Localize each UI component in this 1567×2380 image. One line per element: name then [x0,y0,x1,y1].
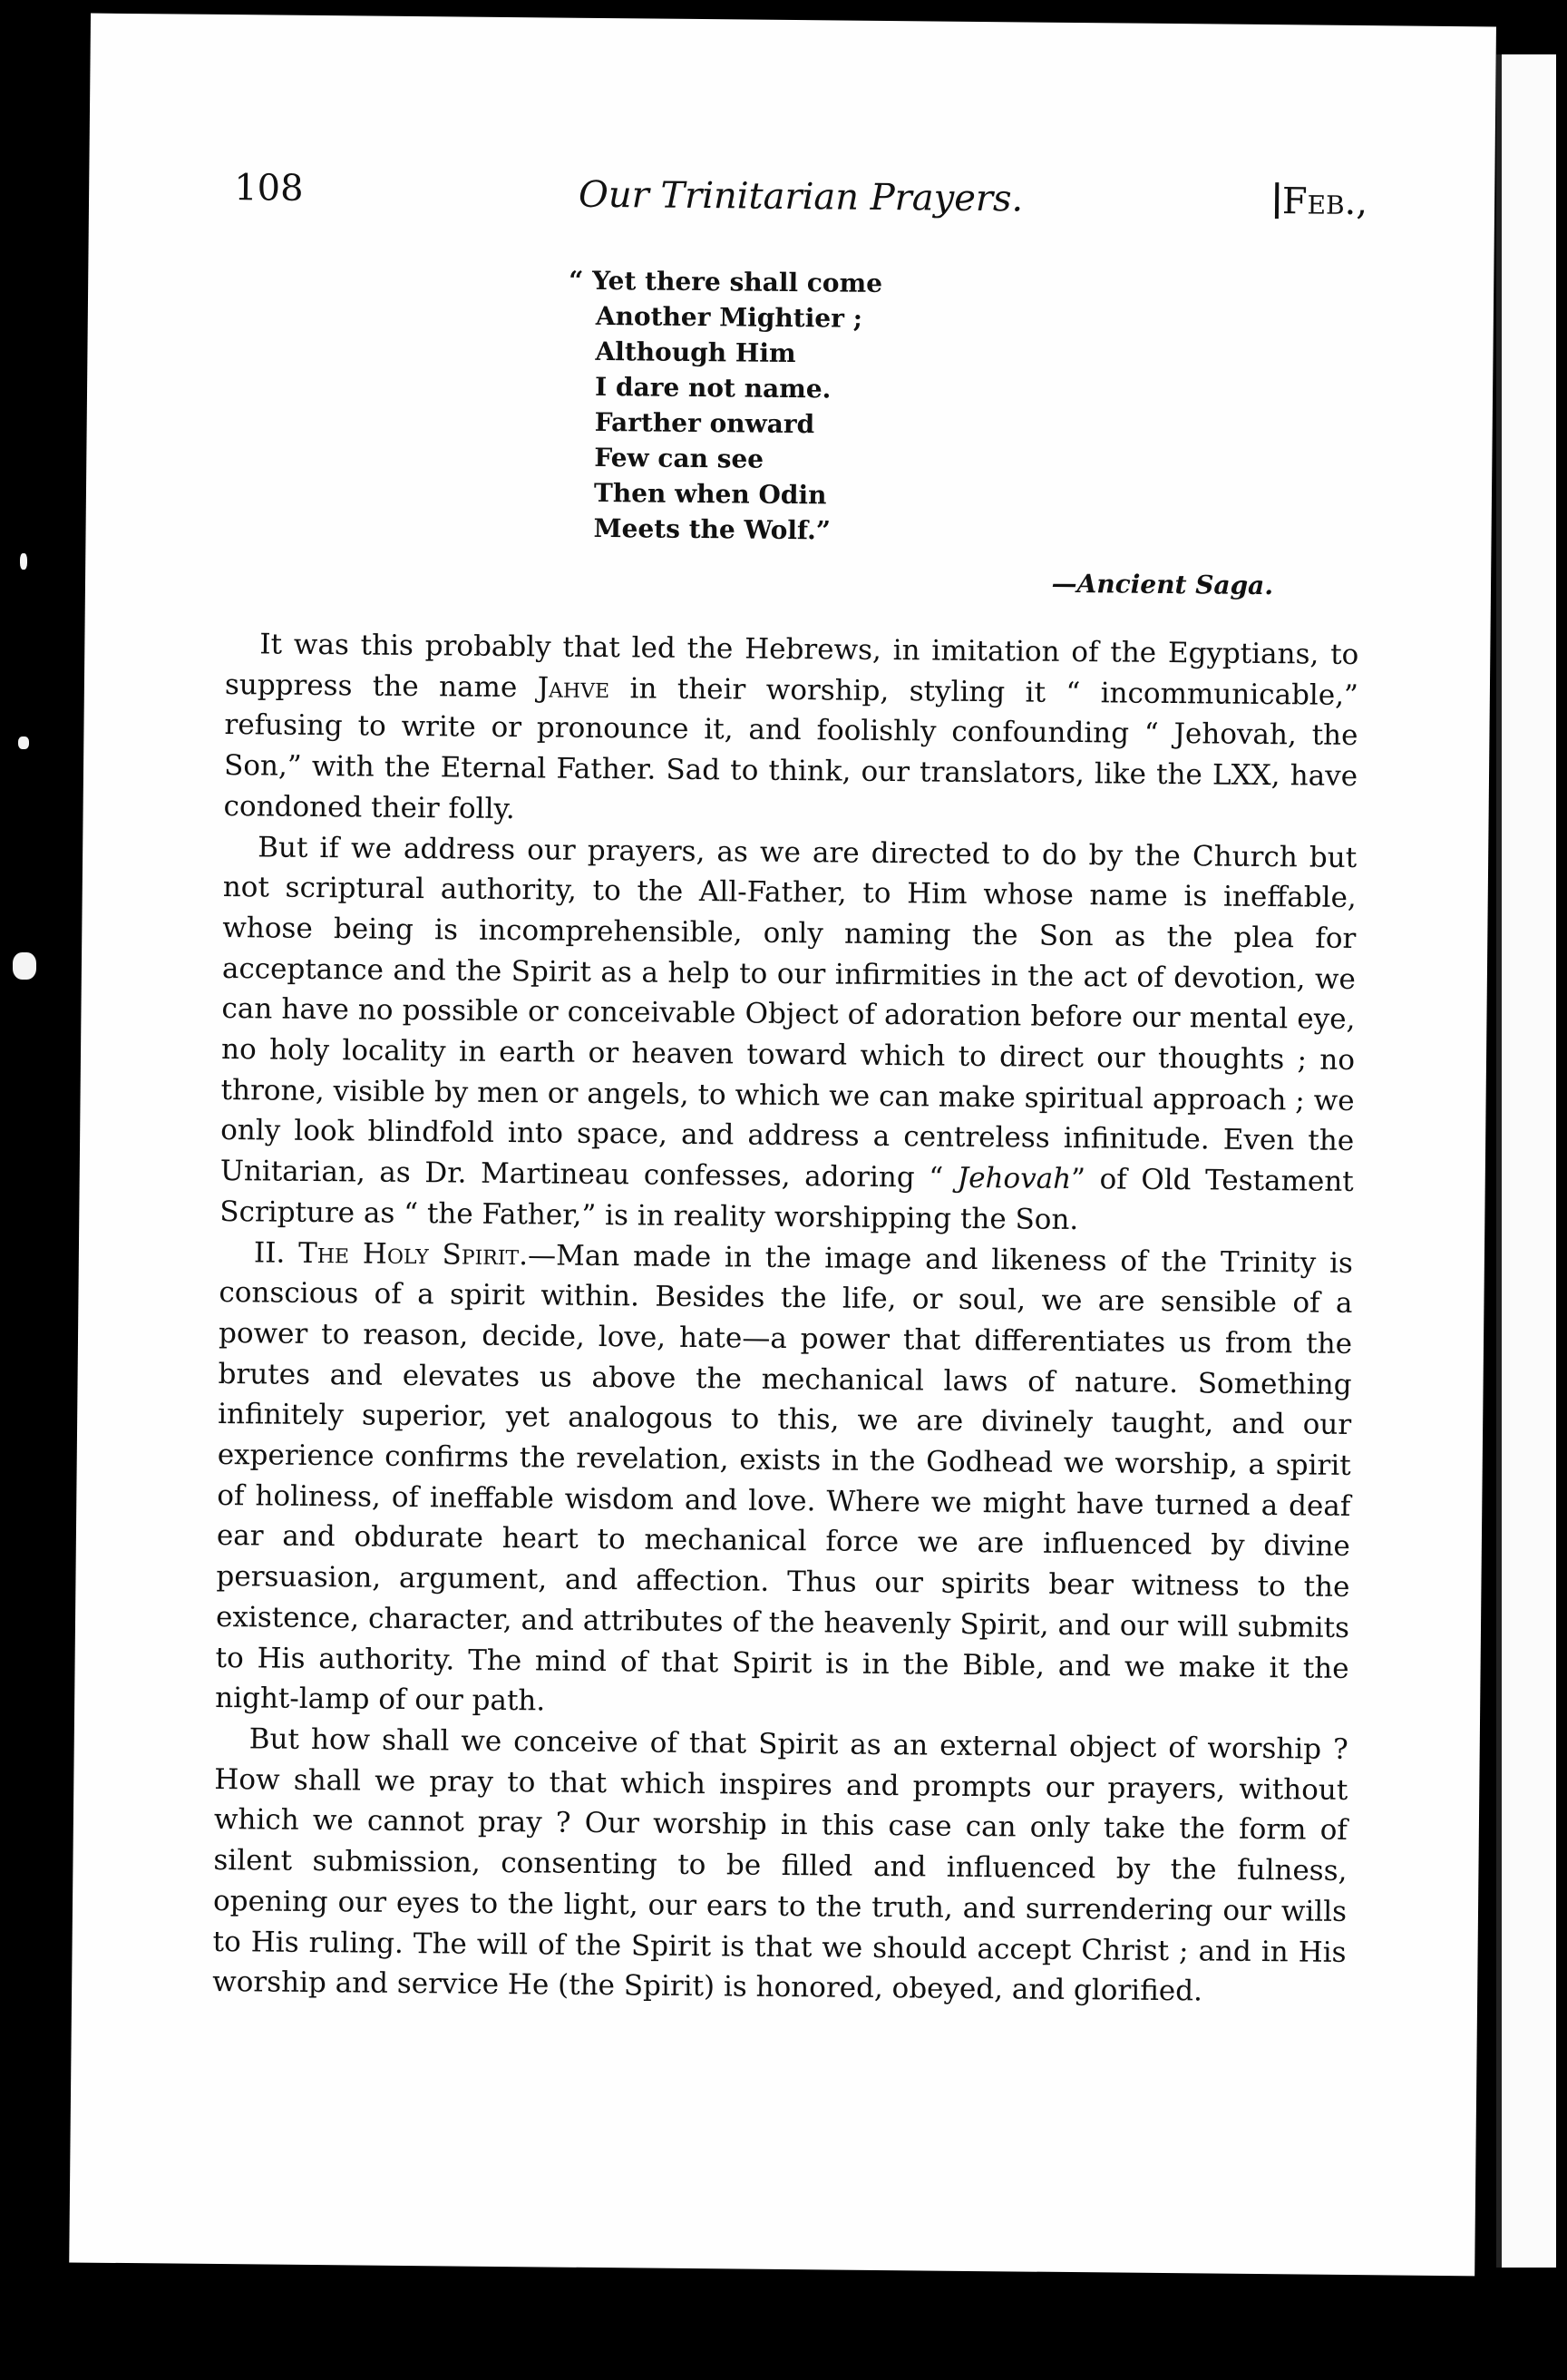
poem-line: Another Mightier ; [595,300,863,334]
text-run: —Man made in the image and likeness of the Trinity is conscious of a spirit within. Besides the life, or soul, we are sensible of a power to reason, decide, love, hate—a power that differentiates us from the brutes and elevates us above the mechanical laws of nature. Something infinitely superior, yet analogous to this, we are divinely taught, and our experience confirms the revelation, exists in the Godhead we worship, a spirit of holiness, of ineffable wisdom and love. Where we might have turned a deaf ear and obdurate heart to mechanical force we are influenced by divine persuasion, argument, and affection. Thus our spirits bear witness to the existence, character, and attributes of the heavenly Spirit, and our will submits to His authority. The mind of that Spirit is in the Bible, and we make it the night-lamp of our path. [215,1238,1354,1718]
margin-speck [20,553,27,570]
paragraph: But how shall we conceive of that Spirit as an external object of worship ? How shall we pray to that which inspires and prompts our prayers, without which we cannot pray ? Our worship in this case can only take the form of silent submission, consenting to be filled and influenced by the fulness, opening our eyes to the light, our ears to the truth, and surrendering our wills to His ruling. The will of the Spirit is that we should accept Christ ; and in His worship and service He (the Spirit) is honored, obeyed, and glorified. [212,1722,1348,2008]
text-run: ” of Old Testament Scripture as “ the Father,” is in reality worshipping the Son. [219,1163,1354,1236]
section-heading: The Holy Spirit. [297,1236,529,1272]
poem-line: Although Him [595,336,796,369]
poem-line: Farther onward [594,406,815,440]
paragraph [223,624,1358,838]
epigraph-attribution: —Ancient Saga. [1051,568,1274,601]
epigraph-poem [569,263,1140,551]
text-run: But if we address our prayers, as we are directed to do by the Church but not scriptural authority, to the All-Father, to Him whose name is ineffable, whose being is incomprehensible, only naming the Son as the plea for acceptance and the Spirit as a help to our infirmities in the act of devotion, we can have no possible or conceivable Object of adoration before our mental eye, no holy locality in earth or heaven toward which to direct our thoughts ; no throne, visible by men or angels, to which we can make spiritual approach ; we only look blindfold into space, and address a centreless infinitude. Even the Unitarian, as Dr. Martineau confesses, adoring “ [219,830,1358,1195]
text-run: in their worship, styling it “ incommunicable,” refusing to write or pronounce it, and foolishly confounding “ Jehovah, the Son,” with the Eternal Father. Sad to think, our translators, like the LXX, have condoned their folly. [223,671,1359,825]
poem-line: Then when Odin [593,477,827,511]
divine-name: Jahve [537,671,610,705]
header-month: Feb., [1275,180,1368,223]
poem-line: Few can see [594,442,764,474]
running-title: Our Trinitarian Prayers. [578,173,1024,220]
paragraph [219,827,1357,1244]
page-number: 108 [233,167,304,210]
text-run: It was this probably that led the Hebrews, in imitation of the Egyptians, to suppress the name [224,628,1359,705]
italic-term: Jehovah [957,1161,1072,1196]
margin-speck [18,736,29,749]
poem-line: Meets the Wolf.” [593,512,832,546]
page-header [234,167,1368,241]
body-text [212,624,1359,2014]
facing-page-edge [1496,54,1556,2268]
margin-speck [13,952,36,980]
poem-line: I dare not name. [594,371,832,405]
poem-line: “ Yet there shall come [569,265,883,298]
section-number: II. [253,1235,299,1270]
paragraph [215,1233,1353,1730]
book-page [69,14,1496,2277]
